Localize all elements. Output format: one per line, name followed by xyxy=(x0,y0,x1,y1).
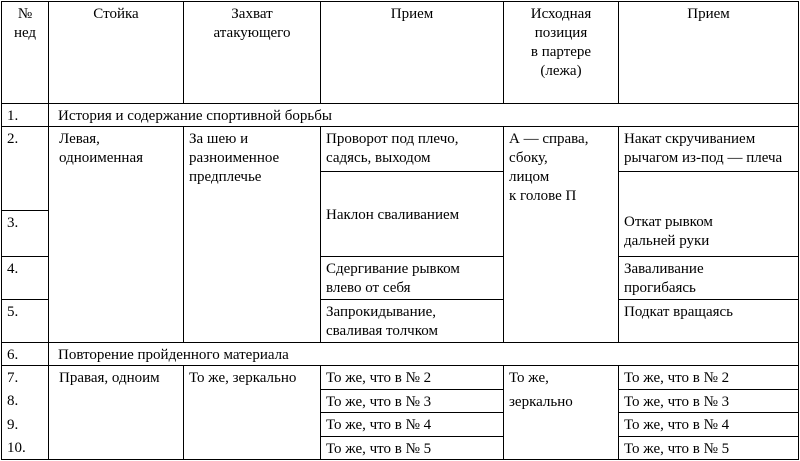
technique-cell: Запрокидывание, сваливая толчком xyxy=(321,300,504,343)
training-plan-table xyxy=(1,1,799,460)
grip-cell: То же, зеркально xyxy=(184,366,321,460)
position-line: То же, xyxy=(509,370,549,387)
header-stance: Стойка xyxy=(49,2,184,104)
technique-cell: То же, что в № 3 xyxy=(321,389,504,412)
stance-cell: Правая, одноим xyxy=(49,366,184,460)
row-number: 7. xyxy=(2,366,49,389)
row-number: 1. xyxy=(2,103,49,126)
section-row-review xyxy=(2,342,799,365)
technique-cell: То же, что в № 3 xyxy=(619,389,799,412)
row-number: 10. xyxy=(2,436,49,459)
technique-cell: Накат скручиванием рычагом из-под — плеча xyxy=(619,127,799,172)
header-technique-standing: Прием xyxy=(321,2,504,104)
technique-cell: То же, что в № 2 xyxy=(619,366,799,389)
row-number-spacer xyxy=(2,171,49,210)
row-number: 2. xyxy=(2,127,49,172)
row-number: 3. xyxy=(2,210,49,257)
technique-cell: Сдергивание рывком влево от себя xyxy=(321,257,504,300)
position-line: зеркально xyxy=(509,394,573,411)
header-week-number: № нед xyxy=(2,2,49,104)
header-technique-ground: Прием xyxy=(619,2,799,104)
section-title: Повторение пройденного материала xyxy=(49,342,799,365)
row-number: 5. xyxy=(2,300,49,343)
position-cell xyxy=(504,366,619,460)
section-row-history xyxy=(2,103,799,126)
header-start-position: Исходная позиция в партере (лежа) xyxy=(504,2,619,104)
technique-cell: Наклон сваливанием xyxy=(321,171,504,256)
technique-cell: То же, что в № 4 xyxy=(321,413,504,436)
technique-spacer xyxy=(619,171,799,210)
row-number: 8. xyxy=(2,389,49,412)
technique-cell: То же, что в № 2 xyxy=(321,366,504,389)
technique-cell: Проворот под плечо, садясь, выходом xyxy=(321,127,504,172)
header-grip: Захват атакующего xyxy=(184,2,321,104)
row-number: 4. xyxy=(2,257,49,300)
row-number: 9. xyxy=(2,413,49,436)
technique-cell: То же, что в № 5 xyxy=(619,436,799,459)
technique-cell: То же, что в № 4 xyxy=(619,413,799,436)
position-cell: А — справа, сбоку, лицом к голове П xyxy=(504,127,619,343)
grip-cell: За шею и разноименное предплечье xyxy=(184,127,321,343)
technique-cell: Откат рывком дальней руки xyxy=(619,210,799,257)
table-row-2 xyxy=(2,127,799,172)
section-title: История и содержание спортивной борьбы xyxy=(49,103,799,126)
header-row xyxy=(2,2,799,104)
technique-cell: То же, что в № 5 xyxy=(321,436,504,459)
technique-cell: Подкат вращаясь xyxy=(619,300,799,343)
row-number: 6. xyxy=(2,342,49,365)
stance-cell: Левая, одноименная xyxy=(49,127,184,343)
technique-cell: Заваливание прогибаясь xyxy=(619,257,799,300)
table-row-7 xyxy=(2,366,799,389)
